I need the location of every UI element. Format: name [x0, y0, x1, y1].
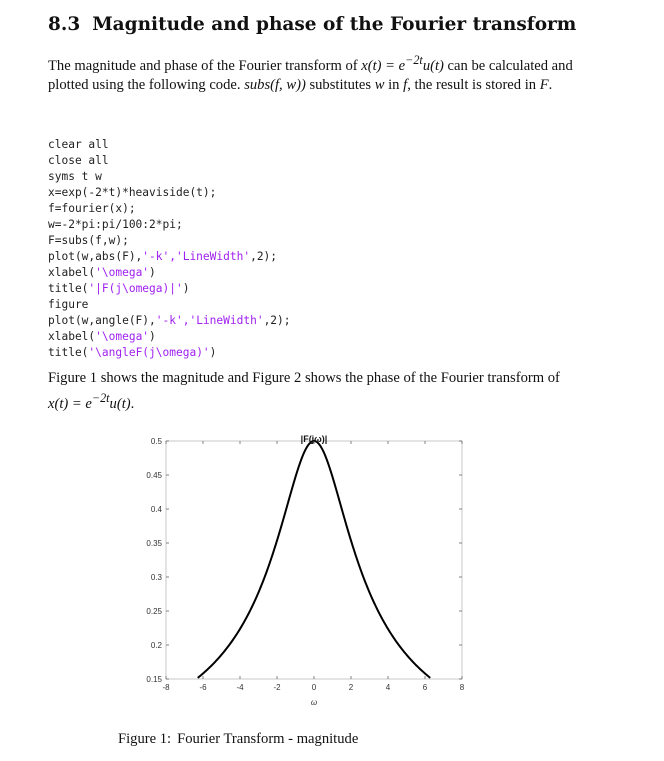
- intro-math-f: f: [403, 77, 408, 94]
- intro-text: The magnitude and phase of the Fourier transform of: [48, 57, 362, 74]
- para2-math-exponent: −2t: [91, 390, 110, 405]
- y-tick-label: 0.25: [146, 607, 162, 616]
- code-string: '-k','LineWidth': [155, 314, 264, 327]
- code-text: title(: [48, 282, 89, 295]
- intro-text: .: [548, 77, 553, 94]
- section-heading: [48, 14, 576, 35]
- intro-math-w: w: [374, 77, 385, 94]
- y-tick-label: 0.35: [146, 539, 162, 548]
- code-line: [48, 185, 291, 201]
- figure-description-paragraph: [48, 369, 573, 414]
- x-tick-label: 0: [311, 683, 317, 692]
- x-tick-label: 8: [459, 683, 465, 692]
- code-text: ): [182, 282, 190, 295]
- magnitude-chart: [80, 430, 510, 710]
- code-block: [48, 137, 291, 361]
- intro-paragraph: [48, 51, 573, 96]
- x-tick-label: -4: [236, 683, 244, 692]
- x-tick-label: -8: [162, 683, 170, 692]
- code-string: '-k','LineWidth': [142, 250, 251, 263]
- section-number: 8.3: [48, 14, 81, 35]
- y-tick-label: 0.2: [150, 641, 162, 650]
- chart-title: |F(jω)|: [300, 434, 328, 444]
- intro-text: in: [384, 77, 404, 94]
- x-tick-label: -2: [273, 683, 281, 692]
- code-line: [48, 345, 291, 361]
- code-text: plot(w,abs(F),: [48, 250, 143, 263]
- code-text: syms t w: [48, 170, 102, 183]
- code-string: '\angleF(j\omega)': [88, 346, 210, 359]
- plot-area-box: [166, 441, 462, 679]
- code-line: [48, 169, 291, 185]
- code-text: ,2);: [250, 250, 278, 263]
- para2-math-u: u(t): [109, 395, 131, 412]
- code-text: xlabel(: [48, 330, 96, 343]
- para2-math-x: x(t) = e: [48, 395, 92, 412]
- code-text: f=fourier(x);: [48, 202, 136, 215]
- y-tick-label: 0.5: [150, 437, 162, 446]
- code-text: w=-2*pi:pi/100:2*pi;: [48, 218, 183, 231]
- code-text: close all: [48, 154, 109, 167]
- figure-magnitude-plot: [80, 430, 510, 710]
- code-line: [48, 297, 291, 313]
- figure-caption: [118, 731, 358, 748]
- code-text: ,2);: [263, 314, 291, 327]
- code-line: [48, 329, 291, 345]
- code-text: plot(w,angle(F),: [48, 314, 156, 327]
- x-tick-label: 6: [422, 683, 428, 692]
- code-text: ): [149, 266, 156, 279]
- code-line: [48, 201, 291, 217]
- x-tick-label: -6: [199, 683, 207, 692]
- section-title: Magnitude and phase of the Fourier transform: [92, 14, 577, 35]
- intro-math-u: u(t): [422, 57, 444, 74]
- code-text: F=subs(f,w);: [48, 234, 129, 247]
- code-text: figure: [48, 298, 89, 311]
- intro-math-F: F: [539, 77, 549, 94]
- code-string: '|F(j\omega)|': [88, 282, 183, 295]
- y-tick-label: 0.15: [146, 675, 162, 684]
- code-line: [48, 281, 291, 297]
- code-line: [48, 313, 291, 329]
- para2-text: Figure 1 shows the magnitude and Figure 2 shows the phase of the Fourier transform of: [48, 370, 560, 386]
- code-string: '\omega': [95, 266, 150, 279]
- code-line: [48, 137, 291, 153]
- x-tick-label: 2: [348, 683, 354, 692]
- code-text: ): [149, 330, 156, 343]
- code-line: [48, 265, 291, 281]
- code-line: [48, 249, 291, 265]
- intro-math-exponent: −2t: [405, 53, 423, 67]
- code-text: xlabel(: [48, 266, 96, 279]
- y-tick-label: 0.45: [146, 471, 162, 480]
- intro-text: , the result is stored in: [407, 77, 540, 94]
- x-tick-label: 4: [385, 683, 391, 692]
- caption-label: Figure 1:: [118, 731, 172, 747]
- y-tick-label: 0.4: [150, 505, 162, 514]
- intro-text: substitutes: [305, 77, 375, 94]
- intro-text: can be calculated and plotted using the following code.: [48, 57, 573, 94]
- intro-math-x: x(t) = e: [361, 57, 406, 74]
- code-text: x=exp(-2*t)*heaviside(t);: [48, 186, 217, 199]
- code-string: '\omega': [95, 330, 150, 343]
- code-text: clear all: [48, 138, 109, 151]
- caption-text: Fourier Transform - magnitude: [177, 731, 359, 747]
- y-tick-label: 0.3: [150, 573, 162, 582]
- code-line: [48, 217, 291, 233]
- x-axis-label: ω: [310, 698, 318, 707]
- code-line: [48, 233, 291, 249]
- para2-text: .: [130, 395, 135, 412]
- code-line: [48, 153, 291, 169]
- intro-math-subs: subs(f, w)): [244, 77, 306, 94]
- code-text: title(: [48, 346, 89, 359]
- code-text: ): [209, 346, 217, 359]
